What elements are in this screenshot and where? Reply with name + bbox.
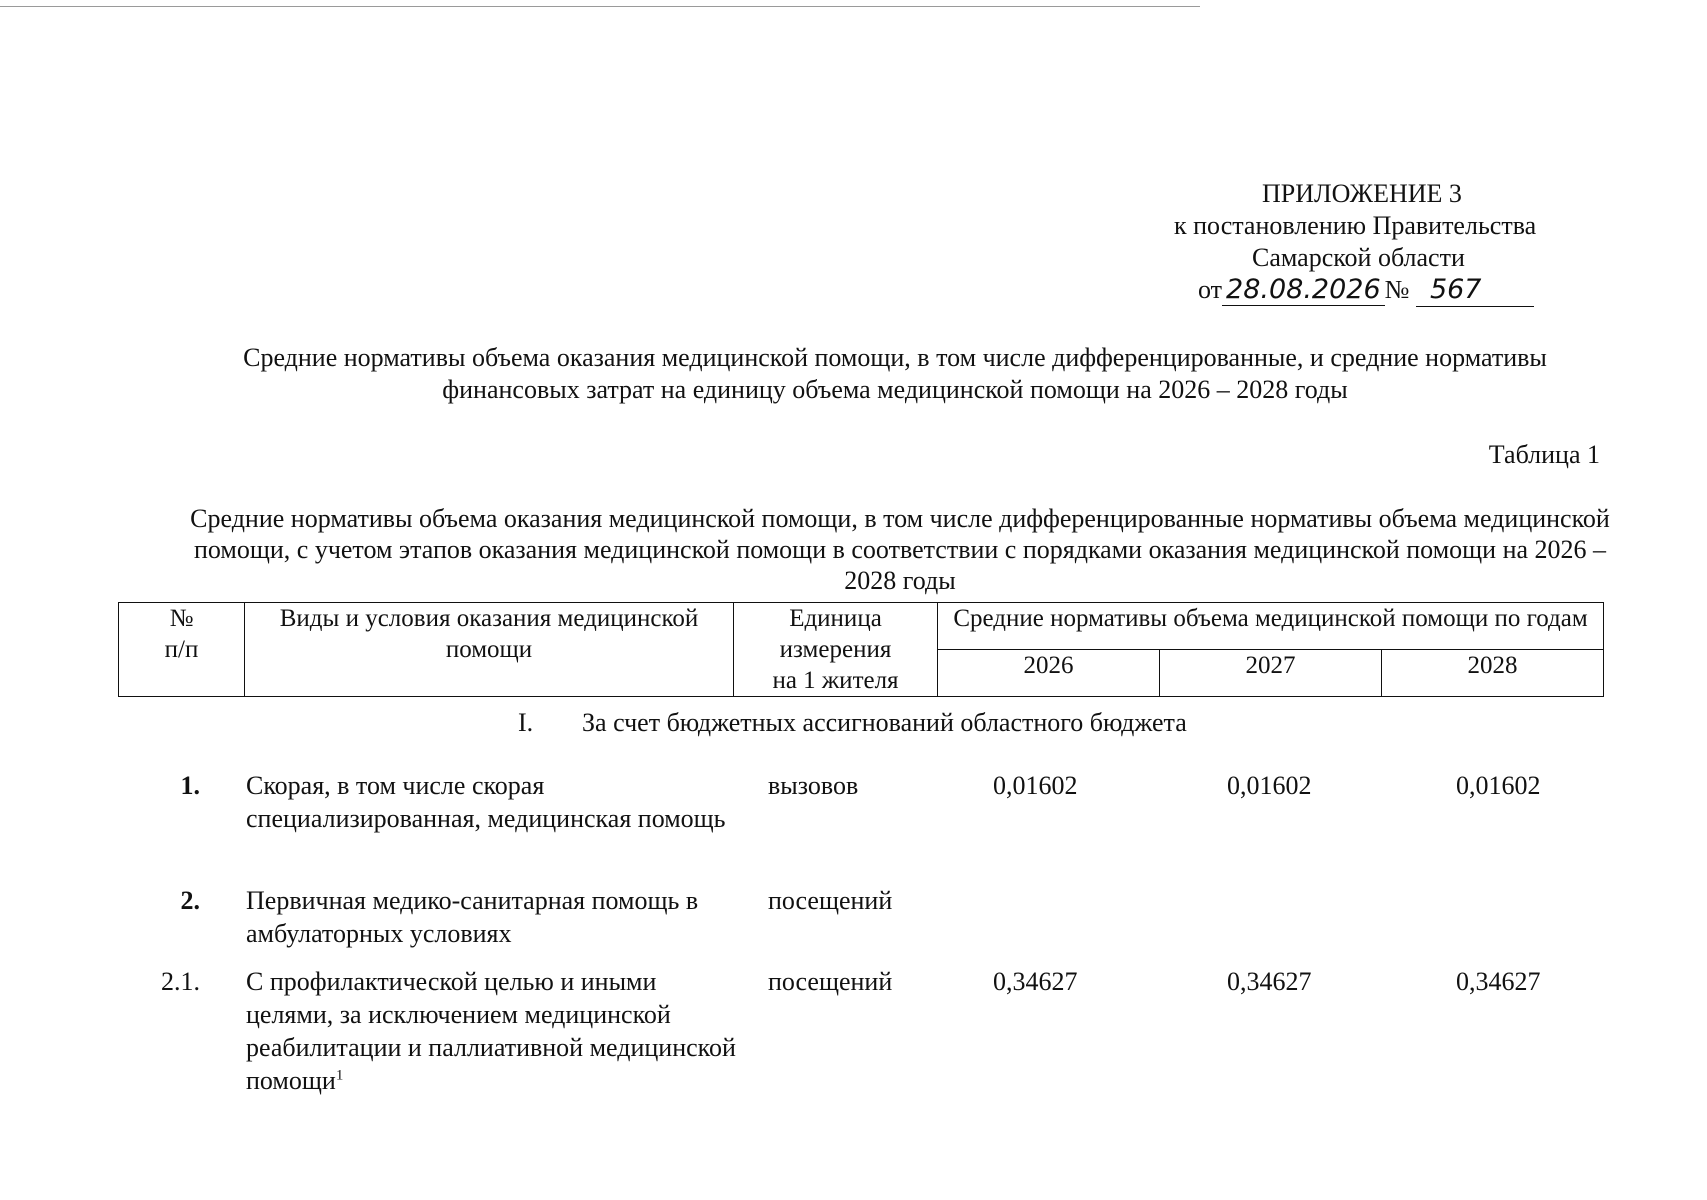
table-label: Таблица 1 bbox=[1488, 440, 1600, 469]
header-unit: Единица измерения на 1 жителя bbox=[734, 603, 938, 697]
row-num: 1. bbox=[180, 771, 200, 800]
date-prefix: от bbox=[1198, 275, 1223, 304]
row-value-2027: 0,01602 bbox=[1227, 771, 1312, 800]
header-kind: Виды и условия оказания медицинской помощи bbox=[245, 603, 734, 697]
header-year-2028: 2028 bbox=[1382, 650, 1604, 697]
row-name: Первичная медико-санитарная помощь в амбулаторных условиях bbox=[246, 886, 699, 948]
header-norms-by-year: Средние нормативы объема медицинской помощи по годам bbox=[938, 603, 1604, 650]
appendix-line-2: Самарской области bbox=[1252, 243, 1465, 272]
row-value-2028: 0,34627 bbox=[1456, 967, 1541, 996]
appendix-title: ПРИЛОЖЕНИЕ 3 bbox=[1262, 179, 1462, 208]
document-title: Средние нормативы объема оказания медицинской помощи, в том числе дифференцированные, и средние нормативы финансовых затрат на единицу объема медицинской помощи на 2026 – 2028 годы bbox=[243, 343, 1547, 404]
row-unit: посещений bbox=[768, 886, 893, 915]
table-subtitle: Средние нормативы объема оказания медицинской помощи, в том числе дифференцированные нормативы объема медицинской помощи, с учетом этапов оказания медицинской помощи в соответствии с порядками оказания медицинской помощи на 2026 – 2028 годы bbox=[190, 504, 1610, 595]
row-unit: посещений bbox=[768, 967, 893, 996]
row-num: 2. bbox=[180, 886, 200, 915]
handwritten-date: 28.08.2026 bbox=[1222, 274, 1385, 306]
section-heading bbox=[518, 708, 1187, 738]
row-value-2028: 0,01602 bbox=[1456, 771, 1541, 800]
row-value-2026: 0,34627 bbox=[993, 967, 1078, 996]
header-year-2027: 2027 bbox=[1160, 650, 1382, 697]
row-num: 2.1. bbox=[161, 967, 200, 996]
row-name: Скорая, в том числе скорая специализированная, медицинская помощь bbox=[246, 771, 726, 833]
row-value-2026: 0,01602 bbox=[993, 771, 1078, 800]
section-roman: I. bbox=[518, 708, 534, 737]
number-sign: № bbox=[1384, 275, 1410, 304]
appendix-date-row bbox=[1198, 274, 1534, 307]
norms-table-header bbox=[118, 602, 1604, 697]
top-edge-line bbox=[0, 6, 1200, 7]
footnote-mark: 1 bbox=[335, 1067, 344, 1084]
section-title: За счет бюджетных ассигнований областного бюджета bbox=[582, 708, 1187, 737]
row-unit: вызовов bbox=[768, 771, 859, 800]
row-name: С профилактической целью и иными целями, за исключением медицинской реабилитации и паллиативной медицинской помощи$^1$ bbox=[246, 967, 736, 1095]
header-num: № п/п bbox=[119, 603, 245, 697]
header-year-2026: 2026 bbox=[938, 650, 1160, 697]
appendix-line-1: к постановлению Правительства bbox=[1174, 211, 1537, 240]
row-value-2027: 0,34627 bbox=[1227, 967, 1312, 996]
handwritten-number: 567 bbox=[1416, 274, 1534, 307]
